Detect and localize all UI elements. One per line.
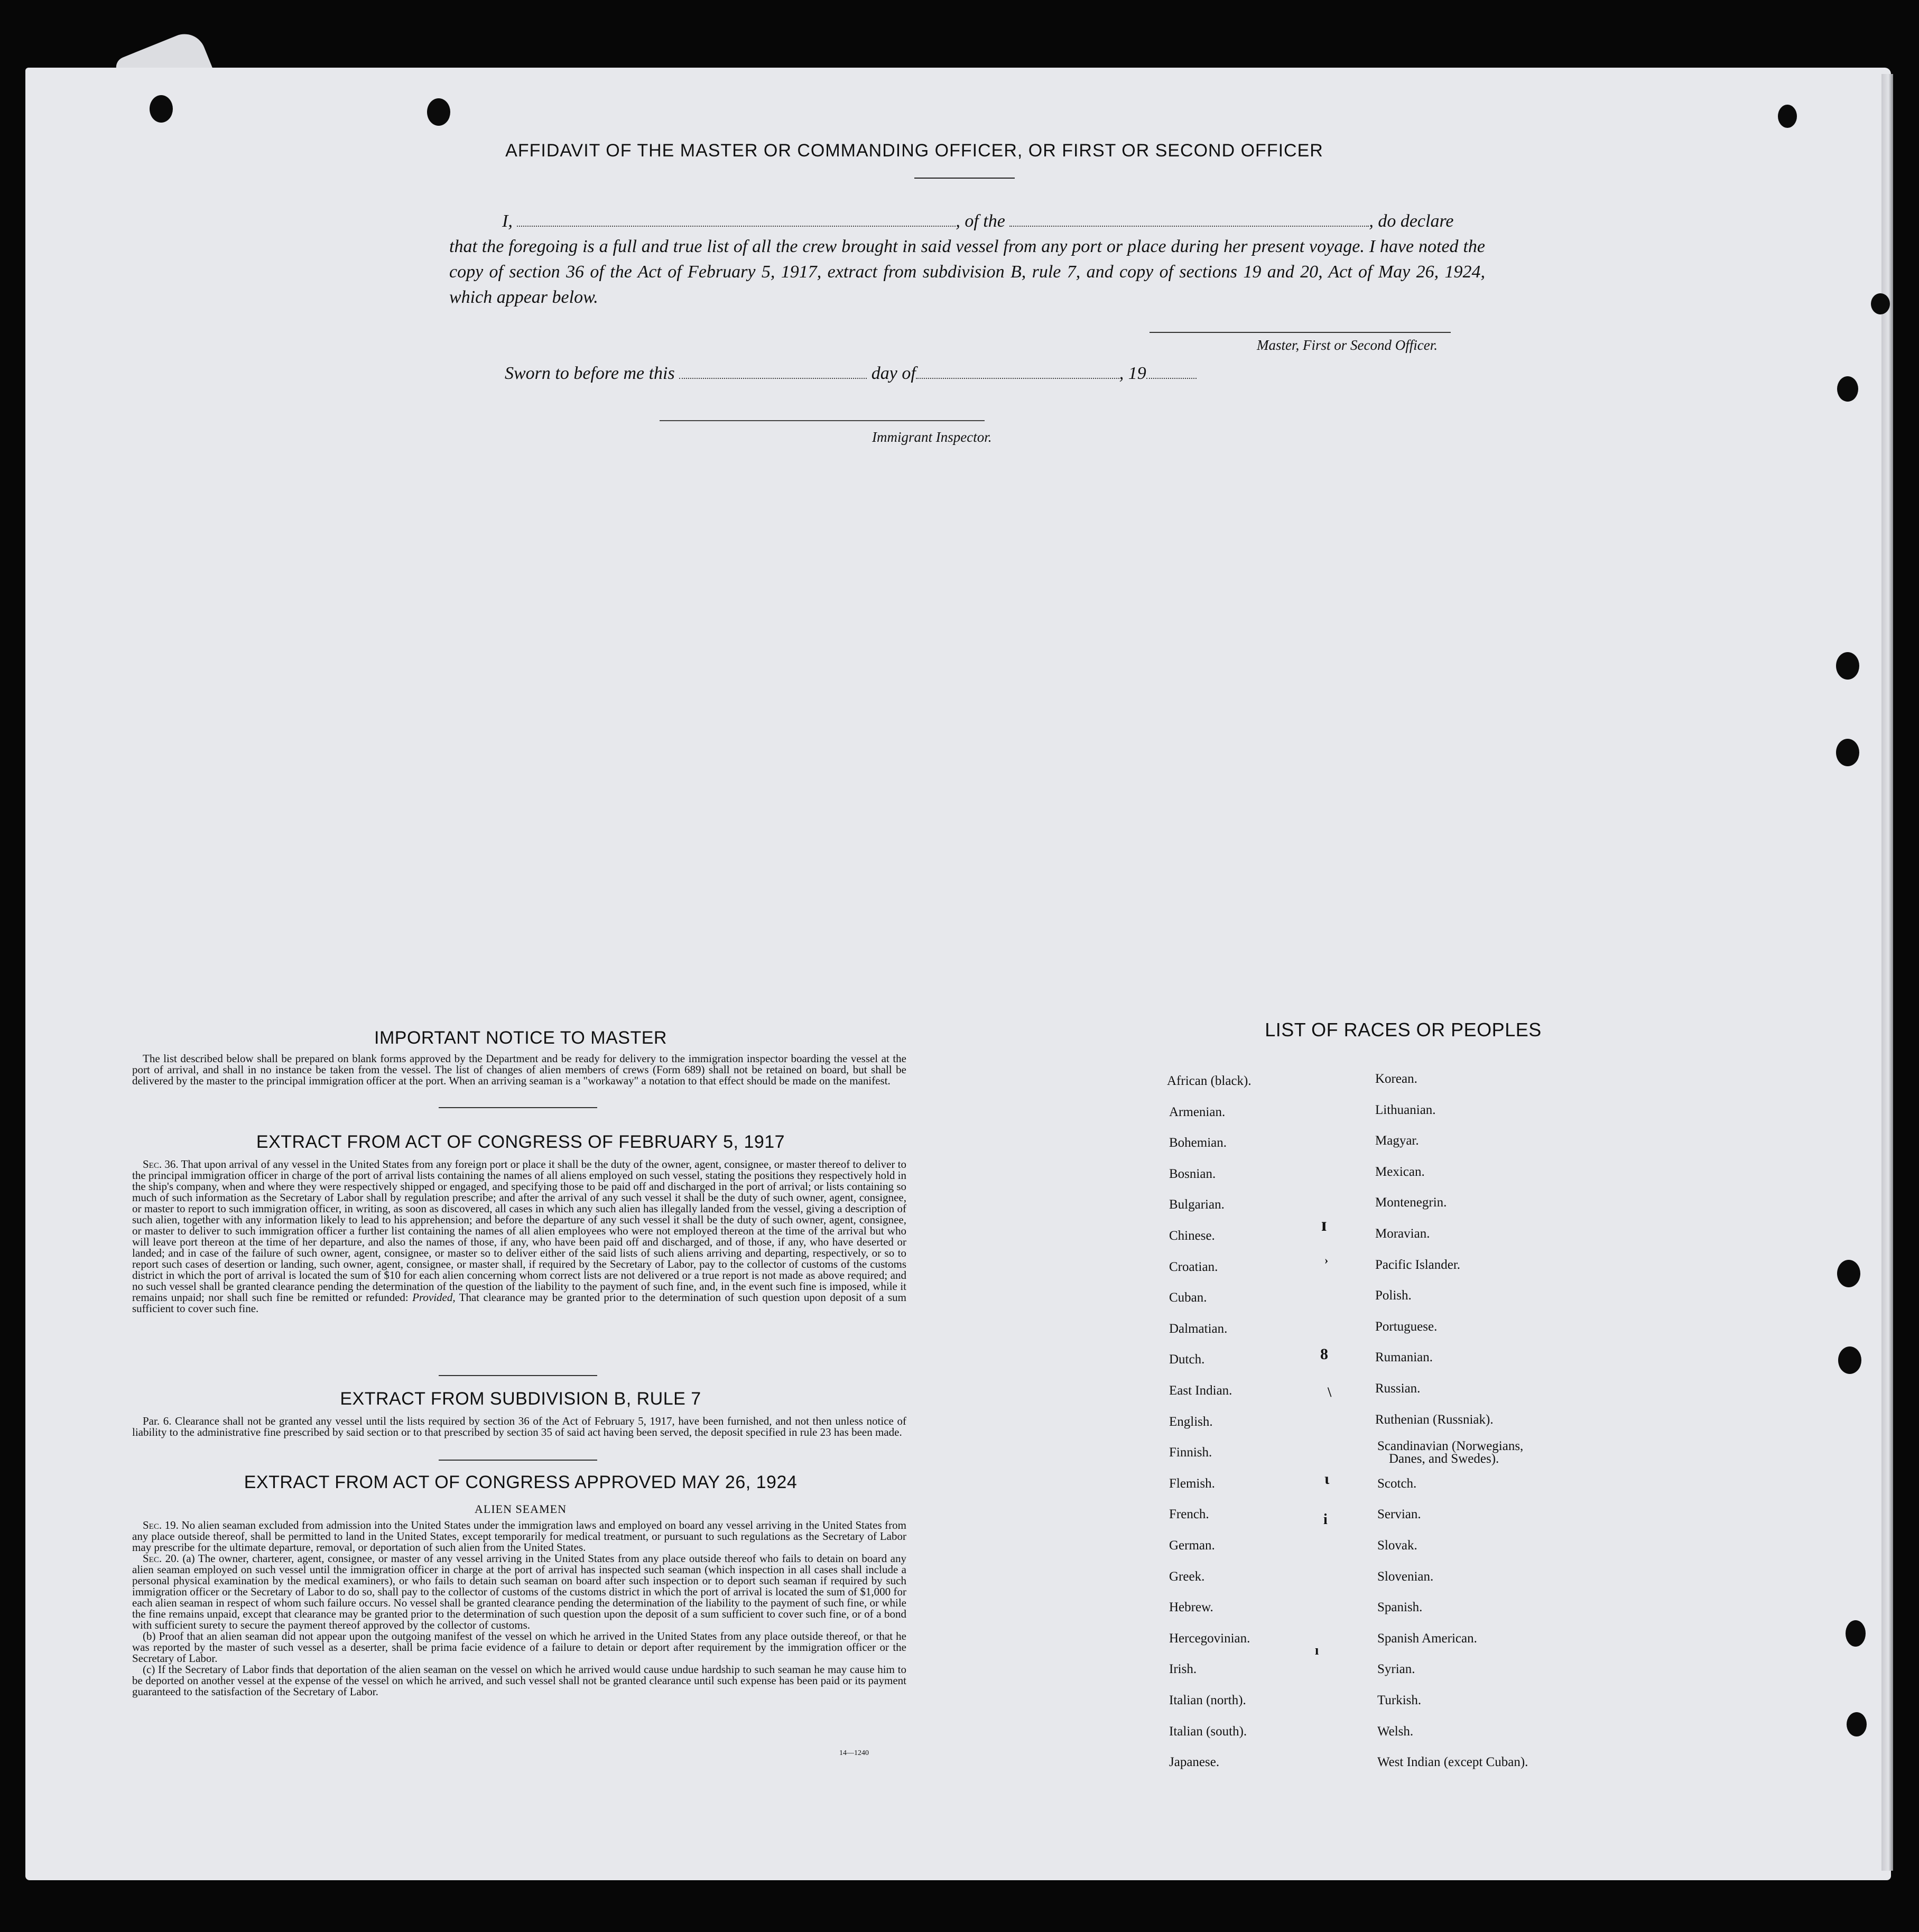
name-blank[interactable] [517,210,956,227]
extract-rule7-body: Par. 6. Clearance shall not be granted any vessel until the lists required by section 36 of the Act of February 5, 1917, have been furnished, and not then unless notice of liability to the administrative fine prescribed by said section or to that prescribed by section 35 of said act having been served, the deposit specified in rule 23 has been made. [132,1415,906,1438]
extract-1917-body [132,1159,906,1314]
race-item: Welsh. [1377,1724,1414,1739]
race-item: Bulgarian. [1169,1197,1225,1212]
handwritten-mark: \ [1328,1385,1332,1400]
section-text-end: That clearance may be granted prior to the determination of such question upon deposit of a sum sufficient to cover such fine. [132,1291,907,1315]
race-item: Chinese. [1169,1229,1215,1243]
race-item: Russian. [1375,1381,1421,1396]
race-item: Finnish. [1169,1445,1212,1460]
race-item: Montenegrin. [1375,1195,1447,1210]
race-item: Magyar. [1375,1134,1419,1148]
sworn-day-blank[interactable] [679,362,867,379]
sworn-prefix: Sworn to before me this [505,364,675,383]
race-item: Portuguese. [1375,1320,1438,1334]
section-20b: (b) Proof that an alien seaman did not appear upon the outgoing manifest of the vessel on which he arrived in the United States from any place outside thereof, or that he was reported by the master of such vessel as a deserter, shall be prima facie evidence of a failure to detain or deport after requirement by the immigration officer or the Secretary of Labor. [132,1630,906,1665]
section-label: Sec. 20. [143,1552,179,1565]
race-item: Spanish. [1377,1600,1423,1614]
handwritten-mark: ı [1315,1642,1319,1658]
form-number: 14—1240 [839,1749,869,1757]
race-item: Irish. [1169,1662,1197,1676]
section-text: No alien seaman excluded from admission into the United States under the immigration laws and employed on board any vessel arriving in the United States from any place outside thereof, shall be permitted to land in the United States, except temporarily for medical treatment, or pursuant to such regulations as the Secretary of Labor may prescribe for the ultimate departure, removal, or deportation of such alien from the United States. [132,1519,907,1554]
handwritten-mark: ɪ [1321,1214,1327,1235]
section-20c: (c) If the Secretary of Labor finds that deportation of the alien seaman on the vessel on which he arrived would cause undue hardship to such seaman he may cause him to be deported on another vessel at the expense of the vessel on which he arrived, and such vessel shall not be granted clearance until such expense has been paid or its payment guaranteed to the satisfaction of the Secretary of Labor. [132,1663,906,1698]
race-item: Bohemian. [1169,1136,1227,1150]
extract-rule7-title: EXTRACT FROM SUBDIVISION B, RULE 7 [340,1389,701,1409]
handwritten-mark: i [1323,1511,1328,1528]
notice-body: The list described below shall be prepared on blank forms approved by the Department and be ready for delivery to the immigration inspector boarding the vessel at the port of arrival, and shall in no instance be taken from the vessel. The list of changes of alien members of crews (Form 689) shall not be retained on board, but shall be delivered by the master to the principal immigration officer at the port. When an arriving seaman is a "workaway" a notation to that effect should be made on the manifest. [132,1052,906,1087]
handwritten-mark: 8 [1320,1345,1328,1363]
race-item: Korean. [1375,1072,1417,1086]
section-19 [132,1520,906,1553]
race-item: Rumanian. [1375,1350,1433,1364]
punch-hole [1836,652,1859,680]
race-item: Servian. [1377,1507,1421,1521]
sworn-year-blank[interactable] [1146,362,1197,379]
handwritten-mark: › [1324,1253,1329,1267]
extract-1924-title: EXTRACT FROM ACT OF CONGRESS APPROVED MAY 26, 1924 [244,1472,798,1492]
race-item: East Indian. [1169,1383,1232,1398]
sworn-year-prefix: , 19 [1119,364,1146,383]
race-item: Scotch. [1377,1476,1417,1491]
race-item-scandinavian-cont: Danes, and Swedes). [1389,1452,1499,1466]
signature-line[interactable] [1149,332,1451,333]
affidavit-title: AFFIDAVIT OF THE MASTER OR COMMANDING OFFICER, OR FIRST OR SECOND OFFICER [505,141,1323,161]
vessel-blank[interactable] [1009,210,1369,227]
punch-hole [1846,1620,1866,1647]
proviso-label: Provided, [412,1291,456,1304]
sworn-day-of: day of [871,364,916,383]
handwritten-mark: ɩ [1324,1470,1330,1488]
race-item: West Indian (except Cuban). [1377,1755,1528,1769]
notice-title: IMPORTANT NOTICE TO MASTER [374,1028,667,1048]
declaration-of-the: , of the [956,211,1005,231]
section-text: That upon arrival of any vessel in the United States from any foreign port or place it shall be the duty of the owner, agent, consignee, or master thereof to deliver to the principal immigration officer in charge of the port of arrival lists containing the names of all aliens employed on such vessel, stating the positions they respectively hold in the ship's company, when and where they were respectively shipped or engaged, and specifying those to be paid off and discharged in the port of arrival; or lists containing so much of such information as the Secretary of Labor shall by regulation prescribe; and after the arrival of any such vessel it shall be the duty of such owner, agent, consignee, or master to report to such immigration officer, in writing, as soon as discovered, all cases in which any such alien has illegally landed from the vessel, giving a description of such alien, together with any information likely to lead to his apprehension; and before the departure of any such vessel it shall be the duty of such owner, agent, consignee, or master to deliver to such immigration officer a further list containing the names of all alien employees who were not employed thereon at the time of the arrival but who will leave port thereon at the time of her departure, and also the names of those, if any, who have been paid off and discharged, and of those, if any, who have deserted or landed; and in case of the failure of such owner, agent, consignee, or master so to deliver either of the said lists of such aliens arriving and departing, respectively, or so to report such cases of desertion or landing, such owner, agent, consignee, or master shall, if required by the Secretary of Labor, pay to the collector of customs of the customs district in which the port of arrival is located the sum of $10 for each alien concerning whom correct lists are not delivered or a true report is not made as above required; and no such vessel shall be granted clearance pending the determination of the question of the liability to the payment of such fine, and, in the event such fine is imposed, while it remains unpaid; nor shall such fine be remitted or refunded: [132,1158,906,1304]
punch-hole [1836,739,1859,766]
extract-1917-title: EXTRACT FROM ACT OF CONGRESS OF FEBRUARY 5, 1917 [256,1132,785,1152]
race-item: African (black). [1167,1074,1251,1088]
race-item: Hercegovinian. [1169,1631,1250,1646]
inspector-caption: Immigrant Inspector. [872,429,992,445]
race-item: Cuban. [1169,1290,1207,1305]
sworn-month-blank[interactable] [916,362,1119,379]
extract-1924-body [132,1520,906,1697]
divider [439,1460,597,1461]
section-text: (a) The owner, charterer, agent, consignee, or master of any vessel arriving in the United States from any place outside thereof who fails to detain on board any alien seaman employed on such vessel until the immigration officer in charge at the port of arrival has inspected such seaman (which inspection in all cases shall include a personal physical examination by the medical examiners), or who fails to detain such seaman on board after such inspection or to deport such seaman if required by such immigration officer or the Secretary of Labor to do so, shall pay to the collector of customs of the customs district in which the port of arrival is located the sum of $1,000 for each alien seaman in respect of whom such failure occurs. No vessel shall be granted clearance pending the determination of the liability to the payment of such fine, or while the fine remains unpaid, except that clearance may be granted prior to the determination of such question upon the deposit of a sum sufficient to cover such fine, or of a bond with sufficient surety to secure the payment thereof approved by the collector of customs. [132,1552,907,1631]
race-item: Pacific Islander. [1375,1258,1461,1272]
declaration-body: that the foregoing is a full and true list of all the crew brought in said vessel from any port or place during her present voyage. I have noted the copy of section 36 of the Act of February 5, 1917, extract from subdivision B, rule 7, and copy of sections 19 and 20, Act of May 26, 1924, which appear below. [449,237,1485,307]
race-item: Armenian. [1169,1105,1226,1119]
race-item: French. [1169,1507,1209,1521]
race-item: Italian (north). [1169,1693,1246,1707]
declaration-prefix: I, [502,211,513,231]
race-item: Slovak. [1377,1538,1417,1553]
race-item: Croatian. [1169,1260,1218,1274]
section-label: Sec. 19. [143,1519,179,1531]
affidavit-declaration [449,209,1485,310]
race-item: Ruthenian (Russniak). [1375,1413,1494,1427]
inspector-signature-line[interactable] [660,420,985,421]
race-item: Hebrew. [1169,1600,1213,1614]
sworn-line [505,362,1297,384]
race-item: Spanish American. [1377,1631,1477,1646]
punch-hole [1847,1712,1867,1736]
punch-hole [1837,376,1858,402]
race-item: Turkish. [1377,1693,1422,1707]
page-edge [1881,74,1893,1871]
race-item: Italian (south). [1169,1724,1247,1739]
declaration-suffix: , do declare [1369,211,1454,231]
race-item: Dalmatian. [1169,1322,1228,1336]
divider [439,1375,597,1376]
race-item: Dutch. [1169,1352,1205,1367]
race-item: Japanese. [1169,1755,1220,1769]
race-item: Bosnian. [1169,1167,1216,1181]
punch-hole [427,98,450,126]
section-20a [132,1553,906,1631]
punch-hole [1838,1346,1861,1374]
race-item: Greek. [1169,1569,1205,1584]
race-item: German. [1169,1538,1215,1553]
race-item: Polish. [1375,1288,1412,1303]
divider [914,178,1015,179]
races-title: LIST OF RACES OR PEOPLES [1265,1019,1542,1041]
punch-hole [1778,105,1797,128]
race-item: English. [1169,1415,1213,1429]
divider [439,1107,597,1108]
punch-hole [1837,1260,1860,1287]
race-item: Lithuanian. [1375,1103,1436,1117]
race-item: Syrian. [1377,1662,1415,1676]
race-item: Mexican. [1375,1165,1425,1179]
race-item: Slovenian. [1377,1569,1434,1584]
race-item: Flemish. [1169,1476,1215,1491]
signature-caption: Master, First or Second Officer. [1257,337,1438,353]
punch-hole [150,95,173,123]
declaration-line [449,209,1485,234]
punch-hole [1871,293,1890,314]
alien-seamen-subtitle: ALIEN SEAMEN [475,1502,567,1516]
race-item: Scandinavian (Norwegians, [1377,1439,1524,1453]
section-label: Sec. 36. [143,1158,179,1171]
race-item: Moravian. [1375,1227,1430,1241]
